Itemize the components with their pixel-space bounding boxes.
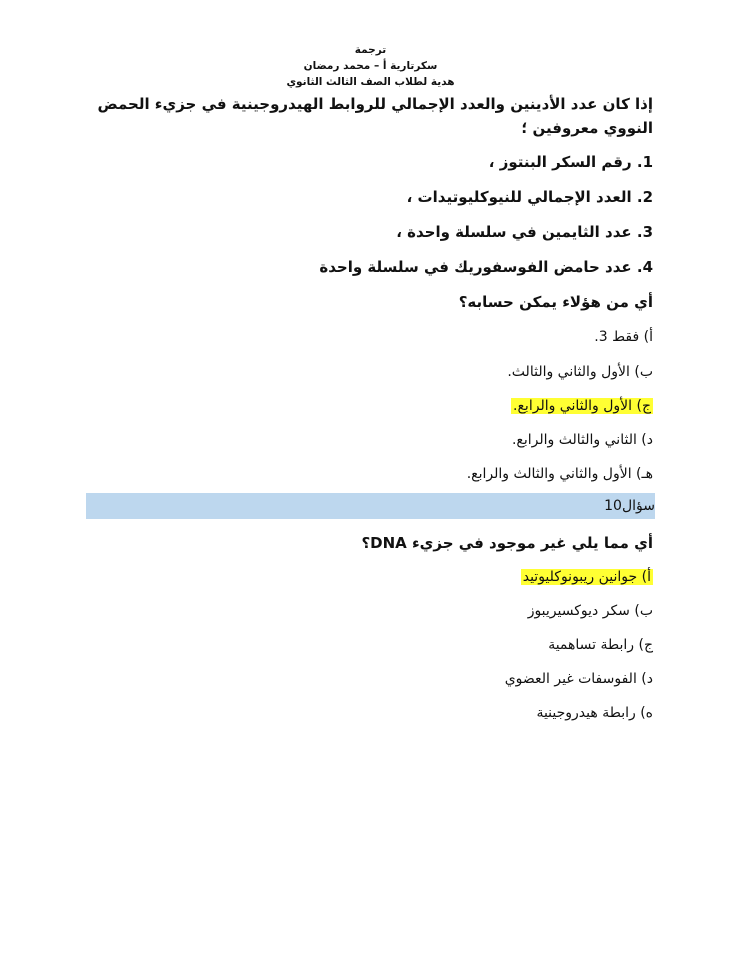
question-2-option-b: ب) سكر ديوكسيريبوز (527, 603, 653, 619)
question-2-prompt: أي مما يلي غير موجود في جزيء DNA؟ (361, 534, 653, 552)
question-2-option-c: ج) رابطة تساهمية (548, 637, 653, 653)
question-1-item-3: 3. عدد الثايمين في سلسلة واحدة ، (396, 223, 653, 241)
question-number-bar (86, 493, 655, 519)
question-1-option-b: ب) الأول والثاني والثالث. (507, 364, 653, 380)
header-line-3: هدية لطلاب الصف الثالث الثانوي (286, 76, 455, 88)
question-1-option-a: أ) فقط 3. (594, 329, 653, 345)
highlighted-answer: أ) جوانين ريبونوكليوتيد (522, 569, 651, 585)
page-header (0, 42, 741, 90)
header-line-2: سكرتارية أ – محمد رمضان (303, 60, 438, 72)
question-1-prompt: أي من هؤلاء يمكن حسابه؟ (458, 293, 653, 311)
header-line-1: ترجمة (354, 44, 387, 56)
question-2-option-d: د) الفوسفات غير العضوي (504, 671, 653, 687)
question-1-item-2: 2. العدد الإجمالي للنيوكليوتيدات ، (406, 188, 653, 206)
question-2-option-a-highlighted (60, 565, 653, 589)
question-1-option-e: هـ) الأول والثاني والثالث والرابع. (466, 466, 653, 482)
question-2-option-e: ه) رابطة هيدروجينية (536, 705, 653, 721)
question-1-item-4: 4. عدد حامض الفوسفوريك في سلسلة واحدة (319, 258, 653, 276)
question-1-intro-line-1: إذا كان عدد الأدينين والعدد الإجمالي للروابط الهيدروجينية في جزيء الحمض (97, 95, 653, 113)
question-1-item-1: 1. رقم السكر البنتوز ، (488, 153, 653, 171)
question-1-option-d: د) الثاني والثالث والرابع. (511, 432, 653, 448)
highlighted-answer: ج) الأول والثاني والرابع. (513, 398, 651, 414)
question-1-option-c-highlighted (60, 394, 653, 418)
question-1-intro-line-2: النووي معروفين ؛ (521, 119, 653, 137)
question-number-label: سؤال10 (604, 498, 655, 514)
